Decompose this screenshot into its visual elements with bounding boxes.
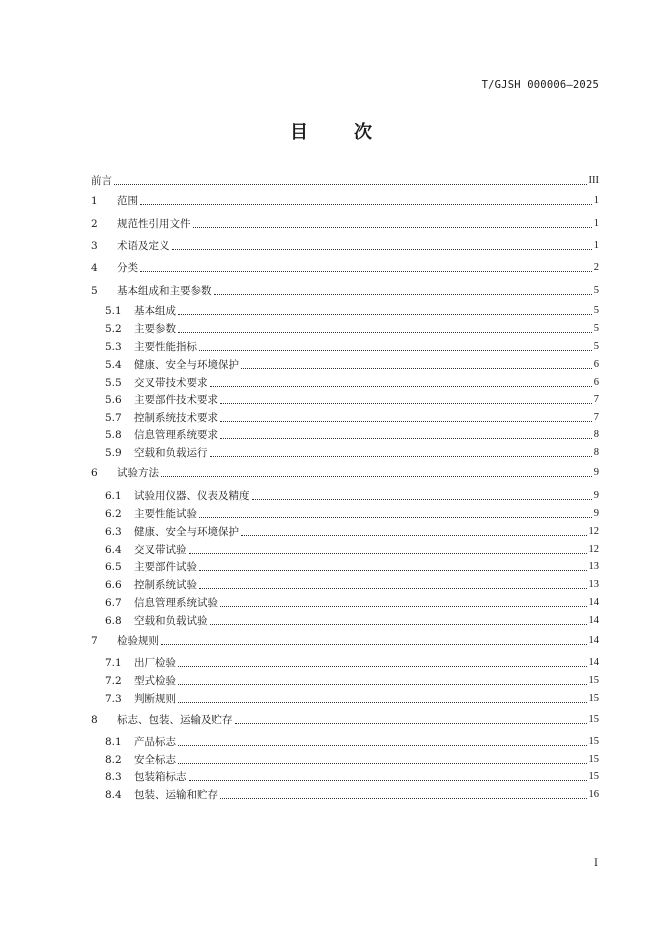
toc-leader-dots xyxy=(210,385,592,387)
toc-entry-page: 2 xyxy=(593,262,599,273)
toc-entry-number: 1 xyxy=(91,195,98,207)
toc-entry[interactable] xyxy=(91,411,599,425)
toc-entry[interactable] xyxy=(91,322,599,336)
toc-entry[interactable] xyxy=(91,543,599,557)
toc-entry-title: 健康、安全与环境保护 xyxy=(134,526,239,538)
toc-entry[interactable] xyxy=(91,194,599,208)
toc-entry[interactable] xyxy=(91,261,599,275)
toc-leader-dots xyxy=(178,762,587,764)
toc-entry-title: 范围 xyxy=(117,195,138,207)
toc-entry[interactable] xyxy=(91,578,599,592)
page-title: 目 次 xyxy=(290,122,386,143)
toc-entry-title: 包装箱标志 xyxy=(134,771,187,783)
toc-entry-number: 5 xyxy=(91,285,98,297)
toc-leader-dots xyxy=(199,516,592,518)
toc-leader-dots xyxy=(178,665,587,667)
toc-entry-number: 6.7 xyxy=(105,597,122,609)
toc-entry-page: 15 xyxy=(588,771,599,782)
toc-entry[interactable] xyxy=(91,596,599,610)
toc-entry-number: 7.3 xyxy=(105,693,122,705)
toc-entry-page: 1 xyxy=(593,195,599,206)
toc-leader-dots xyxy=(220,437,592,439)
toc-entry[interactable] xyxy=(91,770,599,784)
toc-entry-title: 产品标志 xyxy=(134,736,176,748)
toc-entry[interactable] xyxy=(91,735,599,749)
toc-entry-title: 交叉带技术要求 xyxy=(134,377,208,389)
toc-entry-page: 8 xyxy=(593,447,599,458)
toc-leader-dots xyxy=(220,797,587,799)
toc-entry[interactable] xyxy=(91,340,599,354)
toc-entry-page: 14 xyxy=(588,635,599,646)
toc-entry-page: 8 xyxy=(593,429,599,440)
toc-entry-number: 6.6 xyxy=(105,579,122,591)
toc-leader-dots xyxy=(178,701,587,703)
toc-entry[interactable] xyxy=(91,560,599,574)
toc-entry-number: 5.1 xyxy=(105,305,122,317)
toc-entry-number: 8.3 xyxy=(105,771,122,783)
toc-entry-number: 5.3 xyxy=(105,341,122,353)
toc-entry[interactable] xyxy=(91,753,599,767)
toc-leader-dots xyxy=(220,402,592,404)
toc-leader-dots xyxy=(210,623,587,625)
toc-entry-number: 5.6 xyxy=(105,394,122,406)
toc-entry[interactable] xyxy=(91,674,599,688)
toc-entry-page: 15 xyxy=(588,693,599,704)
toc-entry-page: 7 xyxy=(593,412,599,423)
toc-entry-page: 14 xyxy=(588,615,599,626)
toc-entry-page: 1 xyxy=(593,218,599,229)
toc-leader-dots xyxy=(214,293,592,295)
toc-entry-page: 6 xyxy=(593,359,599,370)
toc-entry-title: 试验用仪器、仪表及精度 xyxy=(134,490,250,502)
toc-entry-title: 主要部件试验 xyxy=(134,561,197,573)
toc-entry-page: 15 xyxy=(588,714,599,725)
toc-entry-title: 主要性能试验 xyxy=(134,508,197,520)
toc-entry-title: 判断规则 xyxy=(134,693,176,705)
toc-entry[interactable] xyxy=(91,376,599,390)
toc-leader-dots xyxy=(220,420,592,422)
toc-entry-number: 6 xyxy=(91,467,98,479)
toc-entry-number: 2 xyxy=(91,218,98,230)
toc-entry-page: III xyxy=(588,175,599,186)
toc-leader-dots xyxy=(140,270,592,272)
toc-leader-dots xyxy=(252,498,592,500)
toc-entry[interactable] xyxy=(91,489,599,503)
toc-leader-dots xyxy=(172,248,592,250)
toc-entry-number: 5.4 xyxy=(105,359,122,371)
toc-entry[interactable] xyxy=(91,284,599,298)
toc-leader-dots xyxy=(178,331,592,333)
toc-entry-title: 标志、包装、运输及贮存 xyxy=(117,714,233,726)
toc-entry-number: 3 xyxy=(91,240,98,252)
toc-leader-dots xyxy=(189,552,587,554)
toc-entry[interactable] xyxy=(91,656,599,670)
toc-entry-title: 主要参数 xyxy=(134,323,176,335)
toc-entry[interactable] xyxy=(91,614,599,628)
toc-leader-dots xyxy=(220,605,587,607)
toc-entry-title: 基本组成 xyxy=(134,305,176,317)
toc-entry[interactable] xyxy=(91,525,599,539)
toc-entry-number: 5.2 xyxy=(105,323,122,335)
toc-entry-number: 6.5 xyxy=(105,561,122,573)
toc-leader-dots xyxy=(178,744,587,746)
toc-entry-title: 出厂检验 xyxy=(134,657,176,669)
toc-entry-page: 13 xyxy=(588,579,599,590)
toc-entry-page: 7 xyxy=(593,394,599,405)
toc-entry-number: 7 xyxy=(91,635,98,647)
toc-leader-dots xyxy=(161,475,592,477)
toc-entry-number: 6.8 xyxy=(105,615,122,627)
toc-entry-number: 6.3 xyxy=(105,526,122,538)
toc-entry-page: 5 xyxy=(593,285,599,296)
toc-entry-number: 8 xyxy=(91,714,98,726)
toc-leader-dots xyxy=(199,587,587,589)
toc-leader-dots xyxy=(178,313,592,315)
toc-entry[interactable] xyxy=(91,217,599,231)
toc-entry-title: 控制系统试验 xyxy=(134,579,197,591)
toc-entry-page: 9 xyxy=(593,467,599,478)
toc-entry-page: 9 xyxy=(593,490,599,501)
page-number: I xyxy=(594,858,598,869)
toc-entry[interactable] xyxy=(91,174,599,188)
toc-entry-title: 空载和负载运行 xyxy=(134,447,208,459)
toc-leader-dots xyxy=(189,779,587,781)
toc-entry-title: 交叉带试验 xyxy=(134,544,187,556)
toc-entry-page: 5 xyxy=(593,323,599,334)
toc-entry-page: 9 xyxy=(593,508,599,519)
toc-entry-number: 6.4 xyxy=(105,544,122,556)
toc-leader-dots xyxy=(241,367,592,369)
toc-entry-page: 16 xyxy=(588,789,599,800)
toc-entry-title: 分类 xyxy=(117,262,138,274)
toc-entry-page: 15 xyxy=(588,754,599,765)
toc-leader-dots xyxy=(140,203,592,205)
toc-entry-number: 7.1 xyxy=(105,657,122,669)
toc-entry-number: 6.1 xyxy=(105,490,122,502)
toc-entry[interactable] xyxy=(91,788,599,802)
toc-entry[interactable] xyxy=(91,466,599,480)
toc-entry[interactable] xyxy=(91,393,599,407)
toc-entry[interactable] xyxy=(91,358,599,372)
toc-entry-page: 1 xyxy=(593,240,599,251)
toc-entry[interactable] xyxy=(91,428,599,442)
toc-entry-page: 15 xyxy=(588,675,599,686)
toc-entry-title: 健康、安全与环境保护 xyxy=(134,359,239,371)
toc-entry-page: 5 xyxy=(593,341,599,352)
toc-entry-page: 13 xyxy=(588,561,599,572)
toc-leader-dots xyxy=(241,534,587,536)
toc-entry-page: 12 xyxy=(588,526,599,537)
toc-entry-number: 5.5 xyxy=(105,377,122,389)
toc-entry-page: 6 xyxy=(593,377,599,388)
toc-entry-number: 5.9 xyxy=(105,447,122,459)
toc-entry-number: 5.7 xyxy=(105,412,122,424)
toc-entry[interactable] xyxy=(91,239,599,253)
toc-entry-title: 主要性能指标 xyxy=(134,341,197,353)
toc-entry-title: 信息管理系统要求 xyxy=(134,429,218,441)
toc-leader-dots xyxy=(235,722,587,724)
toc-entry-title: 安全标志 xyxy=(134,754,176,766)
toc-entry-number: 8.1 xyxy=(105,736,122,748)
toc-entry-number: 6.2 xyxy=(105,508,122,520)
toc-entry-title: 控制系统技术要求 xyxy=(134,412,218,424)
toc-entry-number: 4 xyxy=(91,262,98,274)
toc-entry-title: 空载和负载试验 xyxy=(134,615,208,627)
toc-entry-page: 14 xyxy=(588,597,599,608)
toc-leader-dots xyxy=(199,349,592,351)
toc-entry[interactable] xyxy=(91,304,599,318)
toc-entry-title: 型式检验 xyxy=(134,675,176,687)
toc-entry-title: 包装、运输和贮存 xyxy=(134,789,218,801)
toc-entry-number: 5.8 xyxy=(105,429,122,441)
toc-entry-page: 15 xyxy=(588,736,599,747)
toc-leader-dots xyxy=(178,683,587,685)
toc-entry[interactable] xyxy=(91,713,599,727)
toc-leader-dots xyxy=(199,569,587,571)
toc-leader-dots xyxy=(114,183,587,185)
toc-entry[interactable] xyxy=(91,634,599,648)
toc-entry-title: 检验规则 xyxy=(117,635,159,647)
toc-entry-title: 前言 xyxy=(91,175,112,187)
toc-entry-title: 术语及定义 xyxy=(117,240,170,252)
toc-entry[interactable] xyxy=(91,446,599,460)
toc-entry[interactable] xyxy=(91,507,599,521)
toc-entry-number: 8.4 xyxy=(105,789,122,801)
toc-leader-dots xyxy=(210,455,592,457)
toc-entry-page: 14 xyxy=(588,657,599,668)
toc-entry-page: 12 xyxy=(588,544,599,555)
toc-entry-title: 基本组成和主要参数 xyxy=(117,285,212,297)
toc-entry[interactable] xyxy=(91,692,599,706)
toc-entry-title: 规范性引用文件 xyxy=(117,218,191,230)
toc-entry-title: 主要部件技术要求 xyxy=(134,394,218,406)
toc-leader-dots xyxy=(193,226,592,228)
standard-code: T/GJSH 000006—2025 xyxy=(481,79,599,91)
toc-entry-number: 7.2 xyxy=(105,675,122,687)
toc-entry-title: 试验方法 xyxy=(117,467,159,479)
toc-leader-dots xyxy=(161,643,587,645)
toc-entry-number: 8.2 xyxy=(105,754,122,766)
toc-entry-title: 信息管理系统试验 xyxy=(134,597,218,609)
toc-entry-page: 5 xyxy=(593,305,599,316)
